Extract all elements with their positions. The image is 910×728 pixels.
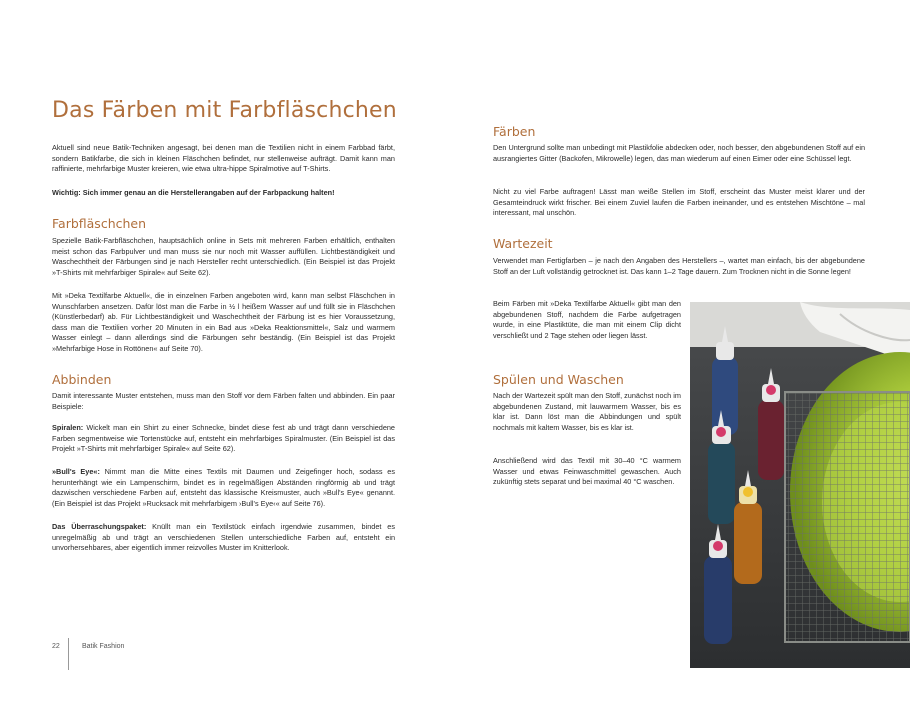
ueberraschung-label: Das Überraschungspaket: — [52, 522, 147, 531]
bullseye-text: Nimmt man die Mitte eines Textils mit Daumen und Zeigefinger hoch, sodass es herunterhängt wie ein Lampenschirm, bindet es in regelmäßigen Abständen ringförmig ab und trägt dazwischen verschiedene Farben auf, entsteht das klassische Kreismuster, auch »Bull's Eye« genannt. (Ein Beispiel ist das Projekt »Rucksack mit mehrfarbigem ›Bull's Eye‹« auf Seite 76). — [52, 467, 395, 508]
abbinden-paragraph-1: Damit interessante Muster entstehen, muss man den Stoff vor dem Färben falten und abbinden. Ein paar Beispiele: — [52, 391, 395, 411]
page-number: 22 — [52, 643, 60, 650]
warning-note: Wichtig: Sich immer genau an die Herstellerangaben auf der Farbpackung halten! — [52, 188, 335, 197]
dye-bottles-photo — [690, 302, 910, 668]
faerben-paragraph-2: Nicht zu viel Farbe auftragen! Lässt man weiße Stellen im Stoff, erscheint das Muster meist klarer und der Gesamteindruck wirkt frischer. Bei einem Zuviel laufen die Farben ineinander, und es entstehen Mischtöne – mal interessant, mal unschön. — [493, 187, 865, 218]
heading-faerben: Färben — [493, 124, 536, 139]
footer-divider — [68, 638, 69, 670]
spiralen-label: Spiralen: — [52, 423, 84, 432]
bullseye-paragraph — [52, 467, 395, 509]
heading-wartezeit: Wartezeit — [493, 236, 553, 251]
wartezeit-paragraph-1: Verwendet man Fertigfarben – je nach den Angaben des Herstellers –, wartet man einfach, bis der abgebundene Stoff an der Luft vollständig getrocknet ist. Das kann 1–2 Tage dauern. Zum Trocknen nicht in die Sonne legen! — [493, 256, 865, 276]
faerben-paragraph-1: Den Untergrund sollte man unbedingt mit Plastikfolie abdecken oder, noch besser, den abgebundenen Stoff auf ein ausrangiertes Gitter (Backofen, Mikrowelle) legen, das man wiederum auf einen Eimer oder eine Schüssel legt. — [493, 143, 865, 163]
heading-farbflaeschchen: Farbfläschchen — [52, 216, 147, 231]
ueberraschung-text: Knüllt man ein Textilstück einfach irgendwie zusammen, bindet es unregelmäßig ab und trägt an verschiedenen Stellen unterschiedliche Farben auf, entsteht ein unvorhersehbares, aber eigentlich immer reizvolles Muster im Knitterlook. — [52, 522, 395, 553]
spiralen-paragraph — [52, 423, 395, 455]
intro-paragraph: Aktuell sind neue Batik-Techniken angesagt, bei denen man die Textilien nicht in einem Farbbad färbt, sondern Batikfarbe, die sich in kleinen Fläschchen befindet, nur stellenweise aufträgt. Damit kann man raffinierte, mehrfarbige Muster kreieren, wie etwa ultra-hippe Spiralmotive auf T-Shirts. — [52, 143, 395, 174]
spuelen-paragraph-2: Anschließend wird das Textil mit 30–40 °C warmem Wasser und etwas Feinwaschmittel gewaschen. Auch zukünftig stets separat und bei maximal 40 °C waschen. — [493, 456, 681, 487]
farbflaeschchen-paragraph-2: Mit »Deka Textilfarbe Aktuell«, die in einzelnen Farben angeboten wird, kann man selbst Fläschchen in Wunschfarben ansetzen. Dafür löst man die Farbe in ½ l heißem Wasser auf und füllt sie in Fläschchen (Künstlerbedarf) ab. Für Lichtbeständigkeit und Waschechtheit der Färbung ist es hier Voraussetzung, dass man die Textilien vorher 20 Minuten in ein Bad aus »Deka Reaktionsmittel«, Salz und warmem Wasser einlegt – dann allerdings sind die Färbungen sehr beständig. (Ein Beispiel ist das Projekt »Mehrfarbige Hose in Rottönen« auf Seite 70). — [52, 291, 395, 353]
heading-abbinden: Abbinden — [52, 372, 112, 387]
wartezeit-paragraph-2: Beim Färben mit »Deka Textilfarbe Aktuell« gibt man den abgebundenen Stoff, nachdem die Farbe aufgetragen wurde, in eine Plastiktüte, die man mit einem Clip dicht verschließt und 2 Tage stehen oder liegen lässt. — [493, 299, 681, 340]
spuelen-paragraph-1: Nach der Wartezeit spült man den Stoff, zunächst noch im abgebundenen Zustand, mit lauwarmem Wasser, bis es klar ist. Dann löst man die Abbindungen und spült nochmals mit kaltem Wasser, bis es klar ist. — [493, 391, 681, 432]
spiralen-text: Wickelt man ein Shirt zu einer Schnecke, bindet diese fest ab und trägt dann verschiedene Farben segmentweise wie Tortenstücke auf, entsteht ein mehrfarbiges Spiralmuster. (Ein Beispiel ist das Projekt »T-Shirts mit mehrfarbiger Spirale« auf Seite 62). — [52, 423, 395, 454]
bullseye-label: »Bull's Eye«: — [52, 467, 100, 476]
heading-spuelen-waschen: Spülen und Waschen — [493, 372, 624, 387]
running-footer-title: Batik Fashion — [82, 643, 125, 650]
farbflaeschchen-paragraph-1: Spezielle Batik-Farbfläschchen, hauptsächlich online in Sets mit mehreren Farben erhältlich, enthalten meist schon das Farbpulver und man muss sie nur noch mit Wasser auffüllen. Lichtbeständigkeit und Waschechtheit der Färbungen sind je nach Hersteller recht unterschiedlich. (Ein Beispiel ist das Projekt »T-Shirts mit mehrfarbiger Spirale« auf Seite 62). — [52, 236, 395, 277]
ueberraschung-paragraph — [52, 522, 395, 554]
page-title: Das Färben mit Farbfläschchen — [52, 98, 397, 123]
